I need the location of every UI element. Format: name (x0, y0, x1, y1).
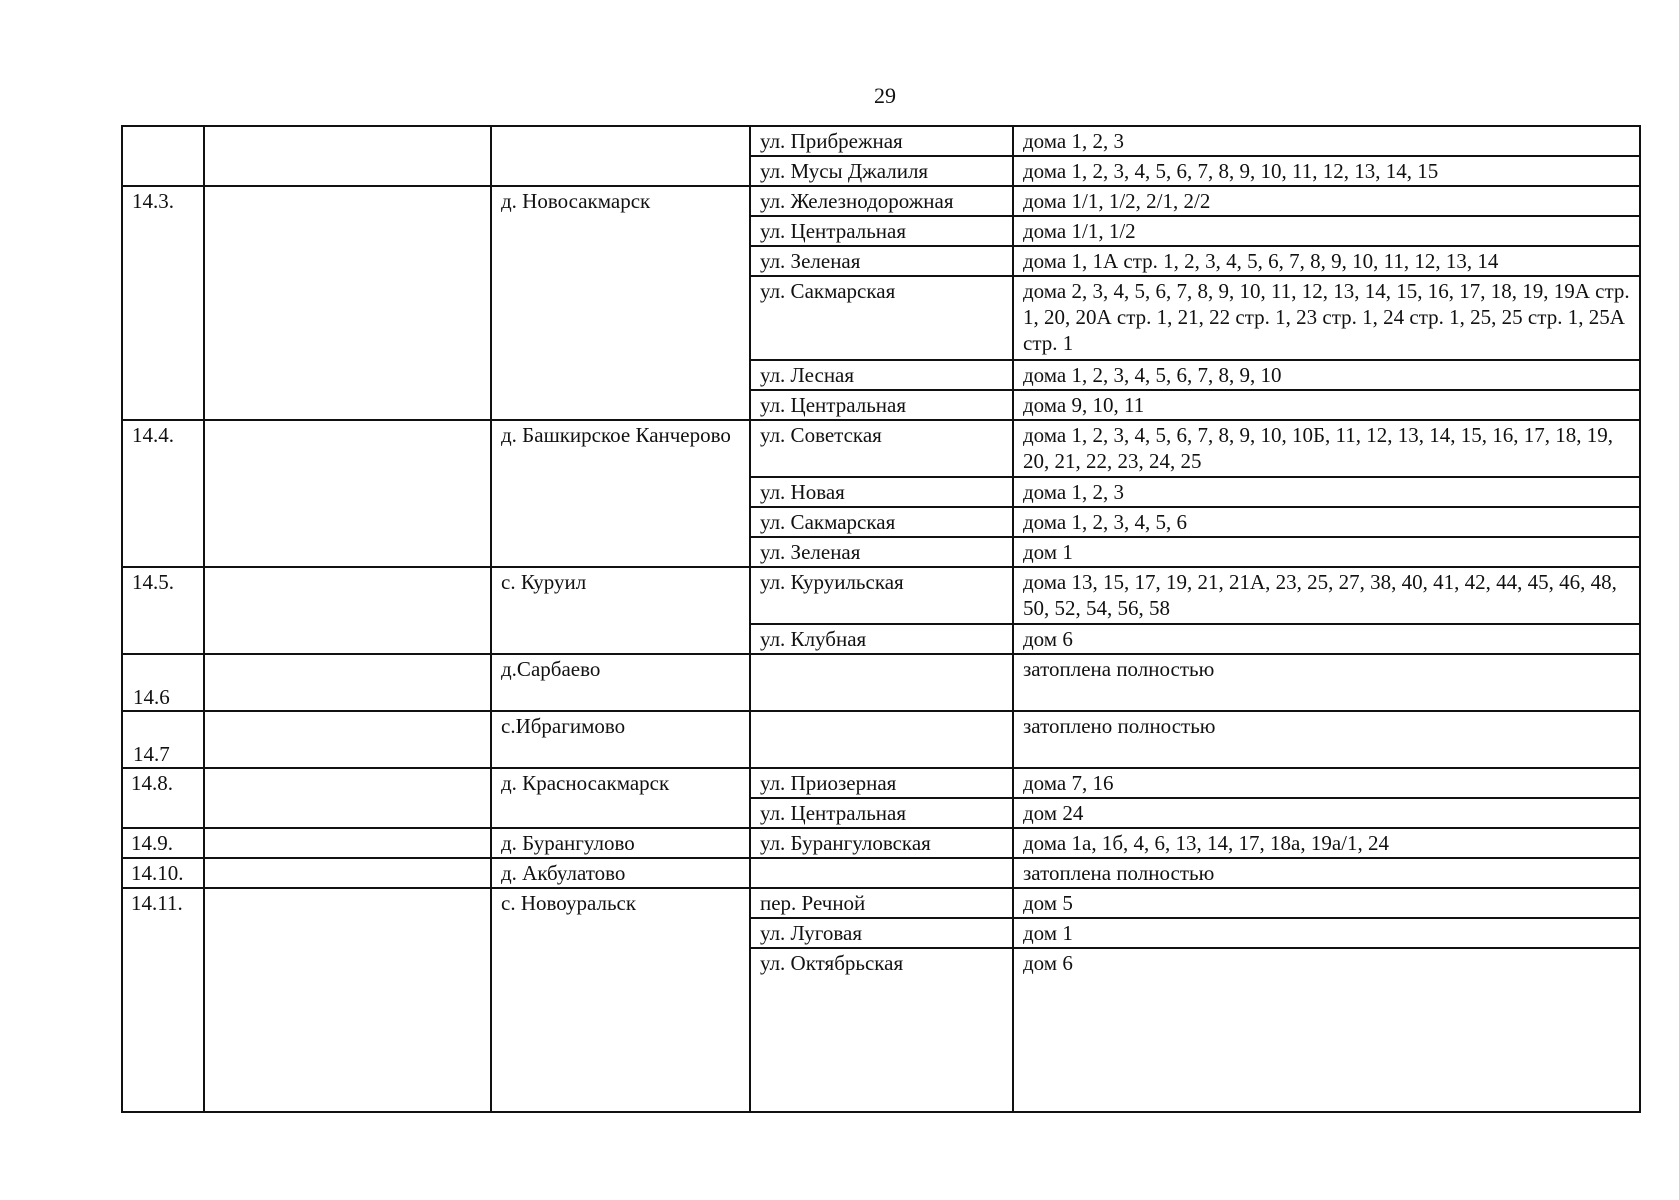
street-cell: ул. Советская (750, 420, 1013, 477)
district-cell (204, 768, 491, 828)
table-row (122, 567, 1640, 624)
street-cell: ул. Куруильская (750, 567, 1013, 624)
houses-cell: затоплена полностью (1013, 654, 1640, 711)
street-cell: ул. Луговая (750, 918, 1013, 948)
item-number-cell: 14.5. (122, 567, 204, 654)
district-cell (204, 126, 491, 186)
item-number-cell (122, 126, 204, 186)
item-number-cell: 14.7 (122, 711, 204, 768)
street-cell: ул. Октябрьская (750, 948, 1013, 1112)
houses-cell: дома 1а, 1б, 4, 6, 13, 14, 17, 18а, 19а/1, 24 (1013, 828, 1640, 858)
flood-zone-table (121, 125, 1641, 1113)
settlement-cell: д. Башкирское Канчерово (491, 420, 750, 567)
settlement-cell: д. Бурангулово (491, 828, 750, 858)
table-row (122, 888, 1640, 918)
street-cell: ул. Зеленая (750, 246, 1013, 276)
district-cell (204, 828, 491, 858)
district-cell (204, 186, 491, 420)
settlement-cell: д. Красносакмарск (491, 768, 750, 828)
item-number-cell: 14.4. (122, 420, 204, 567)
table-row (122, 654, 1640, 711)
settlement-cell (491, 126, 750, 186)
houses-cell: дом 5 (1013, 888, 1640, 918)
street-cell: пер. Речной (750, 888, 1013, 918)
settlement-cell: с. Куруил (491, 567, 750, 654)
houses-cell: дома 9, 10, 11 (1013, 390, 1640, 420)
street-cell: ул. Центральная (750, 390, 1013, 420)
houses-cell: дома 1, 1А стр. 1, 2, 3, 4, 5, 6, 7, 8, 9, 10, 11, 12, 13, 14 (1013, 246, 1640, 276)
houses-cell: дома 1, 2, 3, 4, 5, 6 (1013, 507, 1640, 537)
houses-cell: дом 6 (1013, 948, 1640, 1112)
houses-cell: дома 1/1, 1/2 (1013, 216, 1640, 246)
table-row (122, 828, 1640, 858)
district-cell (204, 858, 491, 888)
street-cell: ул. Зеленая (750, 537, 1013, 567)
houses-cell: дом 6 (1013, 624, 1640, 654)
item-number-cell: 14.6 (122, 654, 204, 711)
houses-cell: дома 1, 2, 3 (1013, 477, 1640, 507)
street-cell: ул. Новая (750, 477, 1013, 507)
houses-cell: затоплена полностью (1013, 858, 1640, 888)
houses-cell: дом 1 (1013, 537, 1640, 567)
table-row (122, 858, 1640, 888)
item-number-cell: 14.8. (122, 768, 204, 828)
street-cell (750, 654, 1013, 711)
table-row (122, 768, 1640, 798)
district-cell (204, 420, 491, 567)
table-row (122, 420, 1640, 477)
street-cell: ул. Центральная (750, 216, 1013, 246)
street-cell: ул. Центральная (750, 798, 1013, 828)
settlement-cell: д. Новосакмарск (491, 186, 750, 420)
houses-cell: дома 2, 3, 4, 5, 6, 7, 8, 9, 10, 11, 12, 13, 14, 15, 16, 17, 18, 19, 19А стр. 1, 20, 20А стр. 1, 21, 22 стр. 1, 23 стр. 1, 24 стр. 1, 25, 25 стр. 1, 25А стр. 1 (1013, 276, 1640, 360)
street-cell: ул. Бурангуловская (750, 828, 1013, 858)
houses-cell: дом 24 (1013, 798, 1640, 828)
district-cell (204, 654, 491, 711)
houses-cell: дома 1/1, 1/2, 2/1, 2/2 (1013, 186, 1640, 216)
street-cell: ул. Приозерная (750, 768, 1013, 798)
street-cell (750, 858, 1013, 888)
houses-cell: дома 7, 16 (1013, 768, 1640, 798)
item-number-cell: 14.10. (122, 858, 204, 888)
district-cell (204, 711, 491, 768)
district-cell (204, 888, 491, 1112)
table-row (122, 711, 1640, 768)
street-cell: ул. Прибрежная (750, 126, 1013, 156)
street-cell: ул. Клубная (750, 624, 1013, 654)
settlement-cell: с. Новоуральск (491, 888, 750, 1112)
street-cell (750, 711, 1013, 768)
houses-cell: дом 1 (1013, 918, 1640, 948)
houses-cell: дома 13, 15, 17, 19, 21, 21А, 23, 25, 27, 38, 40, 41, 42, 44, 45, 46, 48, 50, 52, 54, 56, 58 (1013, 567, 1640, 624)
houses-cell: затоплено полностью (1013, 711, 1640, 768)
settlement-cell: д. Акбулатово (491, 858, 750, 888)
houses-cell: дома 1, 2, 3, 4, 5, 6, 7, 8, 9, 10 (1013, 360, 1640, 390)
street-cell: ул. Мусы Джалиля (750, 156, 1013, 186)
table-row (122, 126, 1640, 156)
houses-cell: дома 1, 2, 3 (1013, 126, 1640, 156)
district-cell (204, 567, 491, 654)
settlement-cell: д.Сарбаево (491, 654, 750, 711)
item-number-cell: 14.9. (122, 828, 204, 858)
page-number: 29 (874, 83, 896, 108)
table-row (122, 186, 1640, 216)
settlement-cell: с.Ибрагимово (491, 711, 750, 768)
street-cell: ул. Сакмарская (750, 276, 1013, 360)
street-cell: ул. Сакмарская (750, 507, 1013, 537)
houses-cell: дома 1, 2, 3, 4, 5, 6, 7, 8, 9, 10, 10Б, 11, 12, 13, 14, 15, 16, 17, 18, 19, 20, 21, 22, 23, 24, 25 (1013, 420, 1640, 477)
street-cell: ул. Железнодорожная (750, 186, 1013, 216)
street-cell: ул. Лесная (750, 360, 1013, 390)
houses-cell: дома 1, 2, 3, 4, 5, 6, 7, 8, 9, 10, 11, 12, 13, 14, 15 (1013, 156, 1640, 186)
item-number-cell: 14.3. (122, 186, 204, 420)
item-number-cell: 14.11. (122, 888, 204, 1112)
